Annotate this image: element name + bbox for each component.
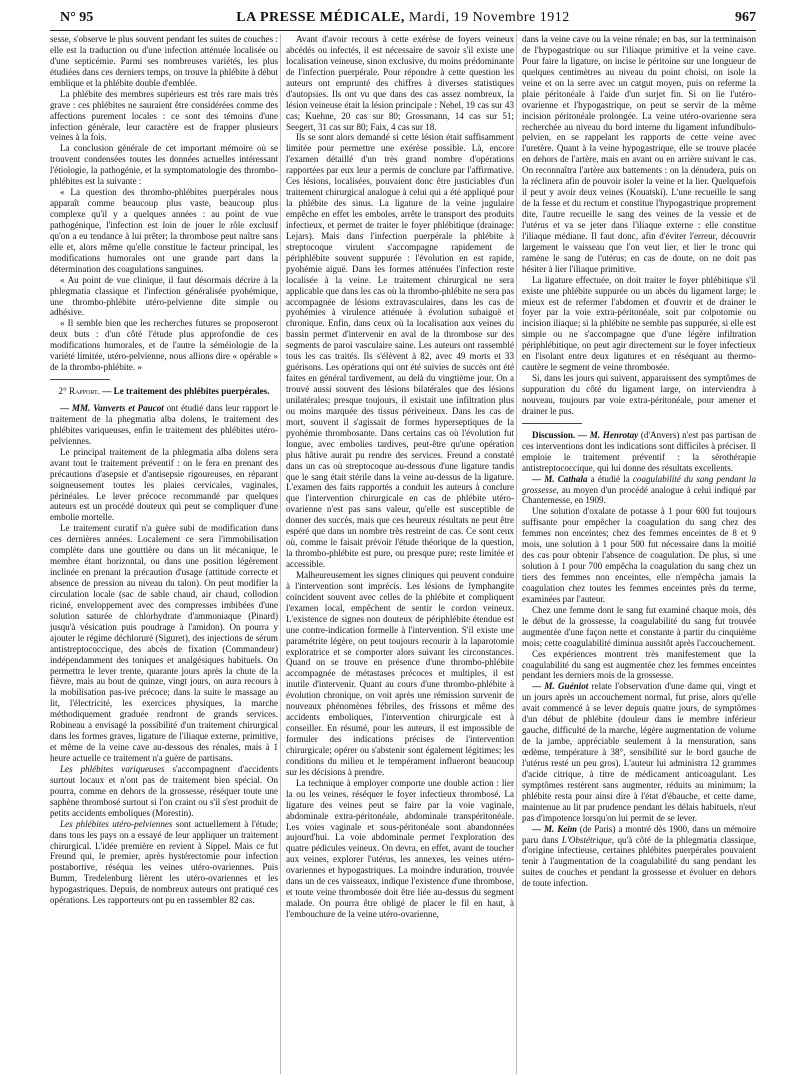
discussion-paragraph	[522, 430, 756, 474]
paragraph: La technique à employer comporte une double action : lier la ou les veines, réséquer le foyer infectieux thrombosé. La ligature des veines peut se faire par la voie vaginale, abdominale extra-péritonéale, abdominale transpéritonéale. Les voies vaginale et sous-péritonéale sont abandonnées aujourd'hui. La voie abdominale permet l'exploration des quatre pédicules veineux. On devra, en effet, avant de toucher aux veines, explorer l'utérus, les annexes, les veines utéro-ovariennes et hypogastriques. La moindre induration, trouvée dans un de ces vaisseaux, indique l'existence d'une thrombose, et toute veine thrombosée doit être liée au-dessus du segment malade. On pourra être obligé de placer le fil en haut, à l'embouchure de la veine utéro-ovarienne,	[286, 777, 514, 919]
paragraph	[522, 474, 756, 507]
paragraph-text: (d'Anvers) n'est pas partisan de ces interventions dont les indications sont difficiles à préciser. Il emploie le traitement préventif : la sérothérapie antistreptococcique, qui lui donne des résultats excellents.	[522, 429, 757, 473]
lead-term: Les phlébites utéro-pelviennes	[60, 818, 173, 829]
paragraph-text: ont étudié dans leur rapport le traitement de la phegmatia alba dolens, le traitement des phlébites variqueuses, enfin le traitement des phlébites utéro-pelviennes.	[50, 403, 278, 446]
author-name: — M. Henrotay	[575, 429, 639, 440]
paragraph: La phlébite des membres supérieurs est très rare mais très grave : ces phlébites ne sauraient être considérées comme des affections purement locales : ce sont des témoins d'une infection générale, leur caractère est de frapper plusieurs veines à la fois.	[50, 88, 278, 143]
author-name: — M. Guéniot	[532, 681, 589, 692]
column-2	[286, 34, 514, 920]
paragraph-text: (de Paris) a montré dès 1900, dans un mémoire paru dans	[522, 823, 757, 845]
author-names: — MM. Vanverts et Paucot	[60, 403, 164, 413]
section-label: 2° Rapport.	[58, 386, 100, 397]
column-separator	[280, 34, 281, 1074]
journal-reference: L'Obstétrique	[561, 834, 612, 845]
paragraph: La ligature effectuée, on doit traiter le foyer phlébitique s'il existe une phlébite suppurée ou un abcès du ligament large; le mieux est de refermer l'abdomen et d'ouvrir et de drainer le foyer par la voie extra-péritonéale, soit par colpotomie ou incision iliaque; si la phlébite ne semble pas suppurée, si elle est simple ou ne s'accompagne que d'une légère infiltration périphlébitique, on peut agir directement sur le foyer infectieux en l'isolant entre deux ligatures et en réséquant au thermo-cautère le segment de veine thrombosée.	[522, 274, 756, 373]
paragraph: Malheureusement les signes cliniques qui peuvent conduire à l'intervention sont imprécis. Les lésions de lymphangite coïncident souvent avec celles de la phlébite et compliquent l'examen local, empêchent de sentir le cordon veineux. L'existence de signes non douteux de périphlébite étendue est une contre-indication formelle à l'intervention. S'il existe une paramétrite légère, on peut toujours recourir à la laparotomie exploratrice et se comporter alors suivant les circonstances. Quand on se trouve en présence d'une thrombo-phlébite accompagnée de métastases précoces et multiples, il est inutile d'intervenir. Quant au cours d'une thrombo-phlébite à évolution chronique, on voit après une rémission survenir de nouveaux phénomènes fébriles, des frissons et même des accidents emboliques, l'intervention chirurgicale est à conseiller. En résumé, pour les auteurs, il est impossible de formuler des indications précises de l'intervention chirurgicale; opérer ou s'abstenir sont également légitimes; les conditions du milieu et le tempérament influeront beaucoup sur les décisions à prendre.	[286, 569, 514, 777]
author-name: — M. Keim	[532, 823, 577, 834]
issue-date: Mardi, 19 Novembre 1912	[404, 10, 570, 25]
discussion-label: Discussion.	[532, 429, 576, 440]
paragraph	[50, 764, 278, 819]
paragraph: sesse, s'observe le plus souvent pendant les suites de couches : elle est la traduction ou d'une infection atténuée localisée ou d'une septicémie. Parmi ses nombreuses variétés, les plus étudiées dans ces derniers temps, on trouve la phlébite à début emblique et la phlébite double d'emblée.	[50, 34, 278, 88]
paragraph: Si, dans les jours qui suivent, apparaissent des symptômes de suppuration du côté du ligament large, on interviendra à nouveau, toujours par voie extra-péritonéale, pour amener et drainer le pus.	[522, 373, 756, 416]
paragraph: Ces expériences montrent très manifestement que la coagulabilité du sang est augmentée chez les femmes enceintes pendant les derniers mois de la grossesse.	[522, 648, 756, 681]
quote-paragraph: « La question des thrombo-phlébites puerpérales nous apparaît comme beaucoup plus vaste, beaucoup plus complexe qu'il y a quelques années : au point de vue pathogénique, l'infection est loin de jouer le rôle exclusif qu'on a eu tendance à lui prêter; la thrombose peut naître sans elle et, alors même qu'elle constitue le facteur principal, les modifications humorales ont une grande part dans la détermination des coagulations sanguines.	[50, 187, 278, 274]
paragraph-text: relate l'observation d'une dame qui, vingt et un jours après un accouchement normal, fut prise, alors qu'elle avait commencé à se lever depuis quatre jours, de symptômes d'un début de phlébite (douleur dans le membre inférieur gauche, difficulté de la marche, légère augmentation de volume de la jambe, appréciable seulement à la mensuration, sans œdème, température à 38°, sensibilité sur le bord gauche de l'utérus resté un peu gros). L'auteur lui administra 12 grammes d'acide citrique, à titre de médicament anticoagulant. Les symptômes restèrent sans augmenter, réduits au minimum; la phlébite resta pour ainsi dire à l'état d'ébauche, et cette dame, maintenue au lit par prudence pendant les délais habituels, n'eut pas d'impotence lorsqu'on lui permit de se lever.	[522, 681, 756, 823]
paragraph	[522, 824, 756, 890]
section-heading	[50, 386, 278, 397]
paragraph: Une solution d'oxalate de potasse à 1 pour 600 fut toujours suffisante pour empêcher la coagulation du sang chez des femmes non enceintes; chez des femmes enceintes de 8 et 9 mois, une solution à 1 pour 500 fut nécessaire dans la moitié des cas pour obtenir l'absence de coagulation. De plus, si une solution à 1 pour 700 empêcha la coagulation du sang chez un tiers des femmes non enceintes, elle n'empêcha jamais la coagulation chez toutes les femmes enceintes près du terme, examinées par l'auteur.	[522, 506, 756, 604]
paragraph: Ils se sont alors demandé si cette lésion était suffisamment limitée pour permettre une exérèse possible. Là, encore l'examen détaillé d'un très grand nombre d'opérations rapportées par eux leur a permis de conclure par l'affirmative. Ces lésions, localisées, pouvaient donc être justiciables d'un traitement chirurgical analogue à celui qui a été appliqué pour la phlébite des sinus. La ligature de la veine jugulaire empêche en effet les emboles, arrête le transport des produits infectieux, et permet de traiter le foyer phlébitique (drainage: Lejars). Mais dans l'infection puerpérale la phlébite à streptocoque virulent s'accompagne rapidement de périphlébite souvent suppurée : l'évolution en est rapide, pyohémie aiguë. Dans les formes atténuées l'infection reste localisée à la veine. Le traitement chirurgical ne sera applicable que dans les cas où la thrombo-phlébite ne sera pas accompagnée de lésions extravasculaires, dans les cas de pyohémies à virulence atténuée à évolution subaiguë et chronique. Enfin, dans ceux où la localisation aux veines du bassin permet d'intervenir en aval de la thrombose sur des segments de paroi vasculaire saine. Les auteurs ont rassemblé tous les cas traités. Ils s'élèvent à 82, avec 49 morts et 33 guérisons. Les opérations qui ont été suivies de succès ont été faites en général tardivement, au delà du vingtième jour. On a trouvé aussi souvent des lésions bilatérales que des lésions unilatérales; presque toujours, il existait une infiltration plus ou moins marquée des tissus périveineux. Dans les cas de mort, souvent il s'agissait de formes hyperseptiques de la pyohémie thrombosante. Dans certains cas où l'évolution fut longue, avec embolies tardives, peut-être qu'une opération plus hâtive aurait pu rendre des services. Freund a constaté dans un cas où streptocoque au-dessous d'une ligature tandis que le sang était stérile dans la veine au-dessus de la ligature. L'examen des faits rapportés a conduit les auteurs à conclure que l'intervention chirurgicale en cas de phlébite utéro-ovarienne n'est pas sans valeur, qu'elle est susceptible de donner des succès, mais que ces heureux résultats ne peut être espéré que dans un nombre très restreint de cas. Ce sont ceux où, comme le faisait prévoir l'étude théorique de la question, la thrombo-phlébite est pure, ou presque pure; reste limitée et accessible.	[286, 132, 514, 569]
column-3	[522, 34, 756, 889]
paragraph-text: , au moyen d'un procédé analogue à celui indiqué par Chantemesse, en 1909.	[522, 484, 756, 506]
journal-title: LA PRESSE MÉDICALE,	[236, 10, 405, 25]
emphasized-term: coagulabilité du sang pendant la grossesse	[522, 473, 756, 495]
quote-paragraph: « Au point de vue clinique, il faut désormais décrire à la phlegmatia classique et l'infection généralisée pyohémique, une thrombo-phlébite utéro-pelvienne dite simple ou adhésive.	[50, 274, 278, 318]
paragraph: dans la veine cave ou la veine rénale; en bas, sur la terminaison de l'hypogastrique ou sur l'iliaque primitive et la veine cave. Pour faire la ligature, on incise le péritoine sur une longueur de quelques centimètres au niveau du point choisi, on isole la veine et on la serre avec un catgut moyen, puis on referme la plaie péritonéale à l'aide d'un surjet fin. Si on lie l'utéro-ovarienne et l'hypogastrique, on peut se servir de la même incision péritonéale prolongée. La veine utéro-ovarienne sera recherchée au niveau du bord interne du ligament infundibulo-pelvien, en se rappelant les rapports de cette veine avec l'uretère. Quant à la veine hypogastrique, elle se trouve placée en dehors de l'artère, mais en avant ou en arrière suivant le cas. On reconnaîtra l'artère aux battements : on la dénudera, puis on la réclinera afin de pouvoir isoler la veine et la lier. Quelquefois il peut y avoir deux veines (Kouatski). L'une recueille le sang de la fesse et du rectum et constitue l'hypogastrique proprement dite, l'autre recueille le sang des veines de la vessie et de l'utérus et va se jeter dans l'iliaque externe : elle constitue l'iliaque médiane. Il faut donc, afin d'éviter l'erreur, découvrir largement le vaisseau que l'on veut lier, et lier le tronc qui ramène le sang de l'utérus; en cas de doute, on ne doit pas hésiter à lier l'iliaque primitive.	[522, 34, 756, 274]
header-rule	[50, 30, 756, 31]
paragraph	[50, 819, 278, 907]
column-1	[50, 34, 278, 906]
issue-number: N° 95	[60, 10, 94, 25]
paragraph: Avant d'avoir recours à cette exérèse de foyers veineux abcédés ou infectés, il est nécessaire de savoir s'il existe une localisation veineuse, sinon exclusive, du moins prédominante de l'infection puerpérale. Pour répondre à cette question les auteurs ont emprunté des chiffres à diverses statistiques d'autopsies. Ils ont vu que dans des cas assez nombreux, la lésion veineuse était la lésion principale : Nebel, 19 cas sur 43 cas; Kuehne, 20 cas sur 80; Grossmann, 14 cas sur 51; Seegert, 31 cas sur 80; Faix, 4 cas sur 18.	[286, 34, 514, 132]
paragraph	[522, 681, 756, 823]
author-name: — M. Cathala	[532, 473, 588, 484]
paragraph-text: sont actuellement à l'étude; dans tous les pays on a essayé de leur appliquer un traitement chirurgical. L'idée première en revient à Sippel. Mais ce fut Freund qui, le premier, après hystérectomie pour infection postabortive, réséqua les veines utéro-ovariennes. Puis Bumm, Tredelenburg lièrent les utéro-ovariennes et les hypogastriques. Depuis, de nombreux auteurs ont pratiqué ces opérations. Les rapporteurs ont pu en rassembler 82 cas.	[50, 818, 278, 906]
lead-term: Les phlébites variqueuses	[60, 763, 165, 774]
paragraph-text: , qu'à côté de la phlegmatia classique, d'origine infectieuse, certaines phlébites puerpérales pouvaient tenir à l'augmentation de la coagulabilité du sang pendant les suites de couches et pendant la grossesse et évoluer en dehors de toute infection.	[522, 834, 756, 889]
quote-paragraph: « Il semble bien que les recherches futures se proposeront deux buts : d'un côté l'étude plus approfondie de ces modifications humorales, et de l'autre la séméiologie de la variété limitée, utéro-pelvienne, nous allions dire « opérable » de la thrombo-phlébite. »	[50, 318, 278, 373]
section-divider	[50, 379, 110, 380]
page-number: 967	[735, 10, 756, 25]
paragraph: Chez une femme dont le sang fut examiné chaque mois, dès le début de la grossesse, la coagulabilité du sang fut trouvée augmentée d'une façon nette et constante à partir du cinquième mois; cette coagulabilité diminua aussitôt après l'accouchement.	[522, 604, 756, 648]
paragraph: Le traitement curatif n'a guère subi de modification dans ces dernières années. Localement ce sera l'immobilisation complète dans une gouttière ou dans un lit mécanique, le membre étant horizontal, ou dans une position légèrement inclinée en prenant la précaution d'usage (attitude correcte et absence de pression au niveau du talon). On peut modifier la circulation locale (sac de sable chaud, air chaud, collodion riciné, enveloppement avec des compresses imbibées d'une solution saturée de chlorhydrate d'ammoniaque (Pinard) jusqu'à vésication puis poudrage à l'amidon). On pourra y ajouter le régime déchloruré (Siguret), des injections de sérum antistreptococcique, des abcès de fixation (Commandeur) indépendamment des toniques et analgésiques habituels. On permettra le lever trente, quarante jours après la chute de la fièvre, mais au bout de quinze, vingt jours, on aura recours à la mobilisation pas-ive précoce; dans la suite le massage au lit, l'électricité, les exercices physiques, la marche méthodiquement graduée rendront de grands services. Robineau a envisagé la possibilité d'un traitement chirurgical dans les formes graves, ligature de l'iliaque externe, primitive, et même de la veine cave au-dessous des rénales, mais à 1 heure actuelle ce traitement n'a guère de partisans.	[50, 523, 278, 763]
section-divider	[522, 423, 582, 424]
paragraph: Le principal traitement de la phlegmatia alba dolens sera avant tout le traitement préventif : on le fera en prenant des précautions d'asepsie et d'antisepsie rigoureuses, en réparant soigneusement toutes les plaies cervicales, vaginales, périnéales. Le lever précoce recommandé par quelques auteurs est un procédé douteux qui peut se compliquer d'une embolie mortelle.	[50, 446, 278, 523]
column-separator	[516, 34, 517, 1074]
paragraph-text: s'accompagnent d'accidents surtout locaux et n'ont pas de traitement bien spécial. On pourra, comme en dehors de la grossesse, réséquer toute une saphène thrombosé surtout si l'on craint ou s'il s'est produit de petits accidents emboliques (Morestin).	[50, 763, 278, 818]
section-title: — Le traitement des phlébites puerpérales.	[99, 386, 270, 397]
paragraph-text: a étudié la	[587, 473, 633, 484]
journal-title-line	[50, 10, 756, 26]
paragraph: La conclusion générale de cet important mémoire où se trouvent condensées toutes les données actuelles intéressant l'étiologie, la pathogénie, et la symptomatologie des thrombo-phlébites est la suivante :	[50, 143, 278, 187]
page-header	[50, 8, 756, 30]
paragraph	[50, 403, 278, 447]
